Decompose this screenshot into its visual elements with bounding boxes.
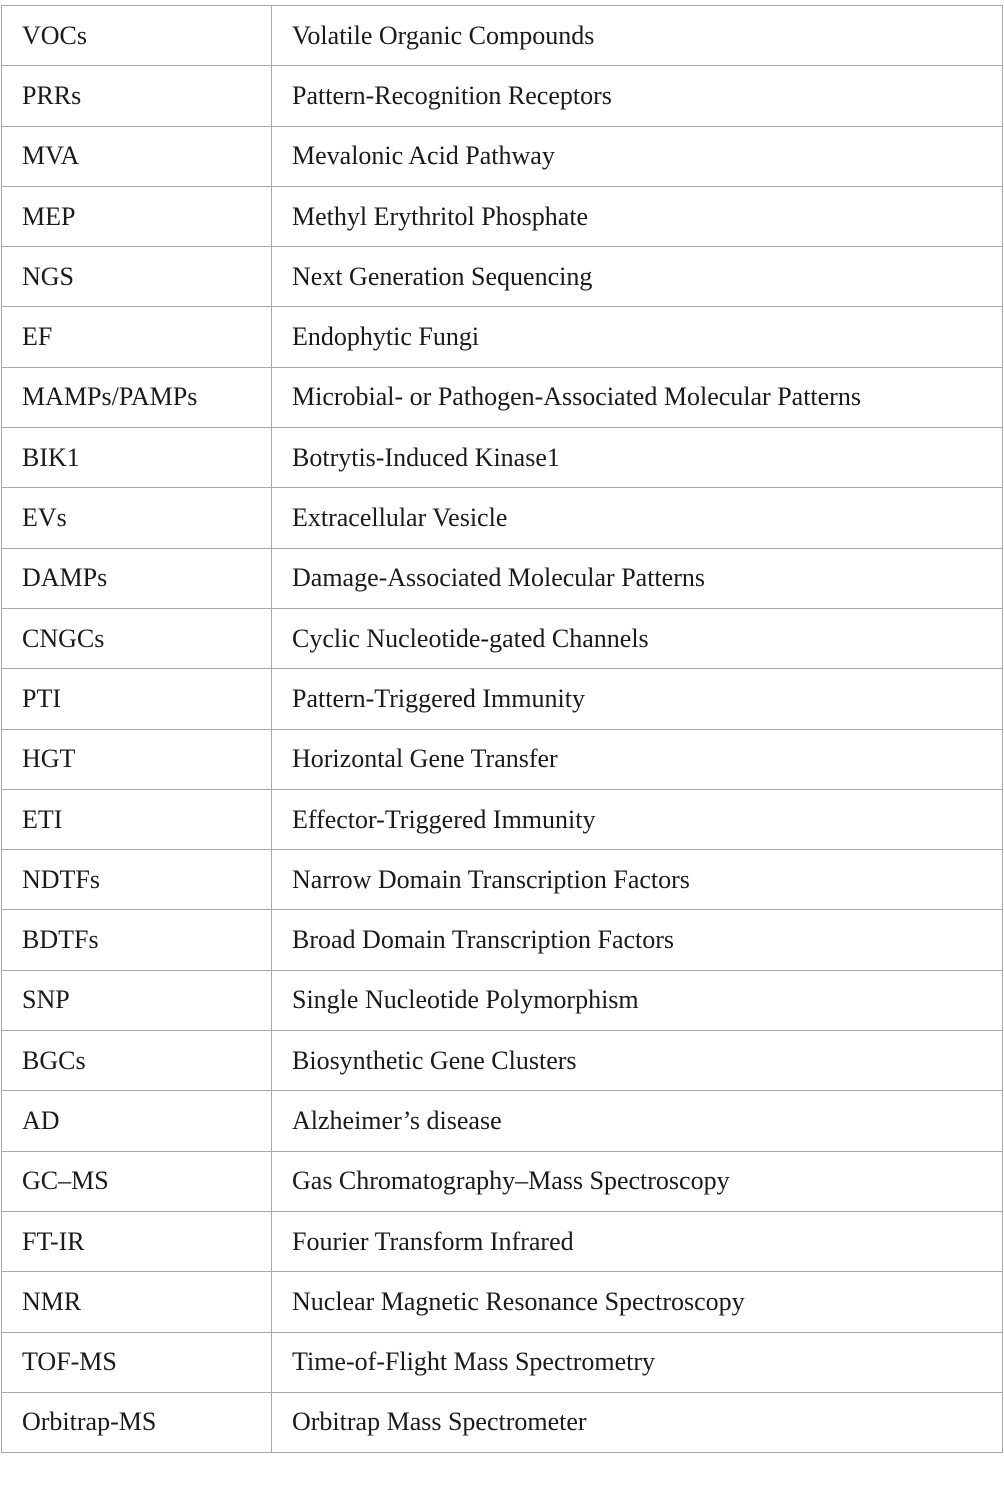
- definition-cell: Time-of-Flight Mass Spectrometry: [272, 1332, 1003, 1392]
- table-row: [2, 548, 1003, 608]
- table-row: [2, 970, 1003, 1030]
- abbreviation-cell: ETI: [2, 789, 272, 849]
- definition-cell: Damage-Associated Molecular Patterns: [272, 548, 1003, 608]
- abbreviation-cell: AD: [2, 1091, 272, 1151]
- definition-cell: Endophytic Fungi: [272, 307, 1003, 367]
- table-row: [2, 367, 1003, 427]
- table-row: [2, 66, 1003, 126]
- definition-cell: Botrytis-Induced Kinase1: [272, 428, 1003, 488]
- table-row: [2, 729, 1003, 789]
- table-row: [2, 126, 1003, 186]
- definition-cell: Fourier Transform Infrared: [272, 1211, 1003, 1271]
- abbreviation-cell: Orbitrap-MS: [2, 1392, 272, 1452]
- definition-cell: Single Nucleotide Polymorphism: [272, 970, 1003, 1030]
- table-row: [2, 1211, 1003, 1271]
- table-row: [2, 6, 1003, 66]
- abbreviation-cell: MAMPs/PAMPs: [2, 367, 272, 427]
- definition-cell: Methyl Erythritol Phosphate: [272, 186, 1003, 246]
- definition-cell: Effector-Triggered Immunity: [272, 789, 1003, 849]
- definition-cell: Alzheimer’s disease: [272, 1091, 1003, 1151]
- definition-cell: Horizontal Gene Transfer: [272, 729, 1003, 789]
- definition-cell: Broad Domain Transcription Factors: [272, 910, 1003, 970]
- abbreviation-cell: DAMPs: [2, 548, 272, 608]
- abbreviation-cell: PTI: [2, 669, 272, 729]
- table-row: [2, 1031, 1003, 1091]
- abbreviation-cell: BIK1: [2, 428, 272, 488]
- definition-cell: Cyclic Nucleotide-gated Channels: [272, 608, 1003, 668]
- definition-cell: Narrow Domain Transcription Factors: [272, 850, 1003, 910]
- table-row: [2, 1091, 1003, 1151]
- abbreviation-cell: CNGCs: [2, 608, 272, 668]
- abbreviation-cell: BDTFs: [2, 910, 272, 970]
- table-row: [2, 789, 1003, 849]
- table-row: [2, 186, 1003, 246]
- table-row: [2, 608, 1003, 668]
- definition-cell: Mevalonic Acid Pathway: [272, 126, 1003, 186]
- abbreviation-cell: GC–MS: [2, 1151, 272, 1211]
- definition-cell: Orbitrap Mass Spectrometer: [272, 1392, 1003, 1452]
- abbreviation-cell: NMR: [2, 1272, 272, 1332]
- abbreviation-cell: EVs: [2, 488, 272, 548]
- table-row: [2, 669, 1003, 729]
- table-row: [2, 1332, 1003, 1392]
- abbreviation-cell: BGCs: [2, 1031, 272, 1091]
- definition-cell: Volatile Organic Compounds: [272, 6, 1003, 66]
- definition-cell: Pattern-Recognition Receptors: [272, 66, 1003, 126]
- abbreviation-cell: FT-IR: [2, 1211, 272, 1271]
- abbreviation-cell: EF: [2, 307, 272, 367]
- table-row: [2, 307, 1003, 367]
- definition-cell: Extracellular Vesicle: [272, 488, 1003, 548]
- definition-cell: Next Generation Sequencing: [272, 247, 1003, 307]
- definition-cell: Pattern-Triggered Immunity: [272, 669, 1003, 729]
- definition-cell: Microbial- or Pathogen-Associated Molecular Patterns: [272, 367, 1003, 427]
- abbreviation-cell: NDTFs: [2, 850, 272, 910]
- table-row: [2, 1151, 1003, 1211]
- table-row: [2, 1272, 1003, 1332]
- table-row: [2, 850, 1003, 910]
- definition-cell: Gas Chromatography–Mass Spectroscopy: [272, 1151, 1003, 1211]
- definition-cell: Biosynthetic Gene Clusters: [272, 1031, 1003, 1091]
- abbreviations-table: [1, 5, 1003, 1453]
- table-row: [2, 428, 1003, 488]
- table-row: [2, 1392, 1003, 1452]
- abbreviation-cell: HGT: [2, 729, 272, 789]
- abbreviation-cell: MVA: [2, 126, 272, 186]
- abbreviation-cell: PRRs: [2, 66, 272, 126]
- table-row: [2, 488, 1003, 548]
- abbreviation-cell: TOF-MS: [2, 1332, 272, 1392]
- abbreviation-cell: VOCs: [2, 6, 272, 66]
- table-row: [2, 910, 1003, 970]
- table-row: [2, 247, 1003, 307]
- abbreviation-cell: MEP: [2, 186, 272, 246]
- definition-cell: Nuclear Magnetic Resonance Spectroscopy: [272, 1272, 1003, 1332]
- abbreviation-cell: SNP: [2, 970, 272, 1030]
- abbreviation-cell: NGS: [2, 247, 272, 307]
